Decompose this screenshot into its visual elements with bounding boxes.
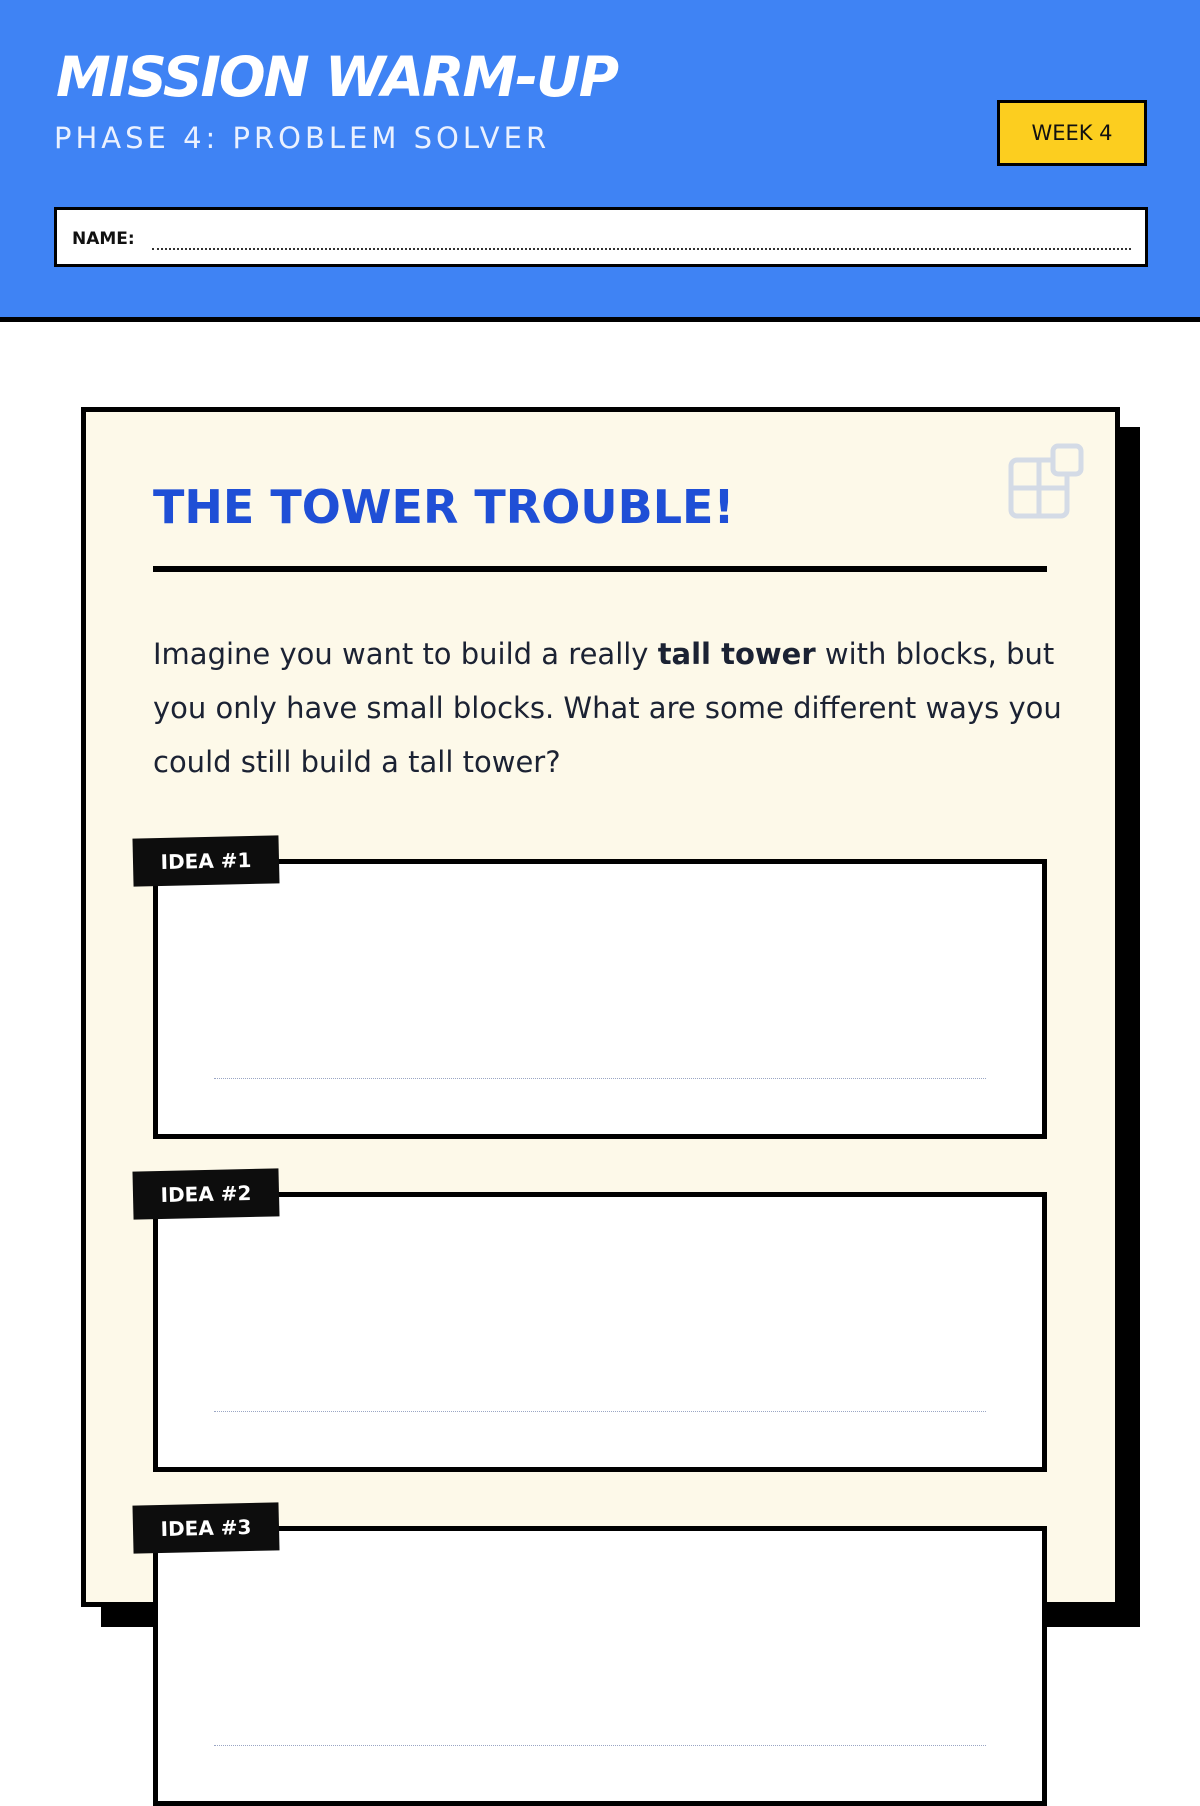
answer-line xyxy=(214,1411,986,1412)
answer-line xyxy=(214,1078,986,1079)
answer-line xyxy=(214,1745,986,1746)
idea-tag-1: IDEA #1 xyxy=(132,835,279,886)
title-divider xyxy=(153,566,1047,572)
name-write-line[interactable] xyxy=(152,248,1131,250)
blocks-icon xyxy=(1008,443,1084,519)
worksheet-subtitle: PHASE 4: PROBLEM SOLVER xyxy=(54,121,551,155)
card-title: THE TOWER TROUBLE! xyxy=(153,480,735,534)
idea-answer-box-2[interactable] xyxy=(153,1192,1047,1472)
idea-tag-3: IDEA #3 xyxy=(132,1502,279,1553)
name-field[interactable] xyxy=(54,207,1148,267)
name-label: NAME: xyxy=(72,229,135,249)
header-banner xyxy=(0,0,1200,322)
idea-answer-box-3[interactable] xyxy=(153,1526,1047,1806)
prompt-text-start: Imagine you want to build a really xyxy=(153,637,658,671)
worksheet-title: MISSION WARM-UP xyxy=(56,45,618,109)
week-badge: WEEK 4 xyxy=(997,100,1147,166)
prompt-text-end: with blocks, but you only have small blocks. What are some different ways you could still build a tall tower? xyxy=(153,637,1062,779)
prompt-text xyxy=(153,627,1063,789)
idea-tag-2: IDEA #2 xyxy=(132,1168,279,1219)
idea-answer-box-1[interactable] xyxy=(153,859,1047,1139)
prompt-highlight: tall tower xyxy=(657,637,816,671)
